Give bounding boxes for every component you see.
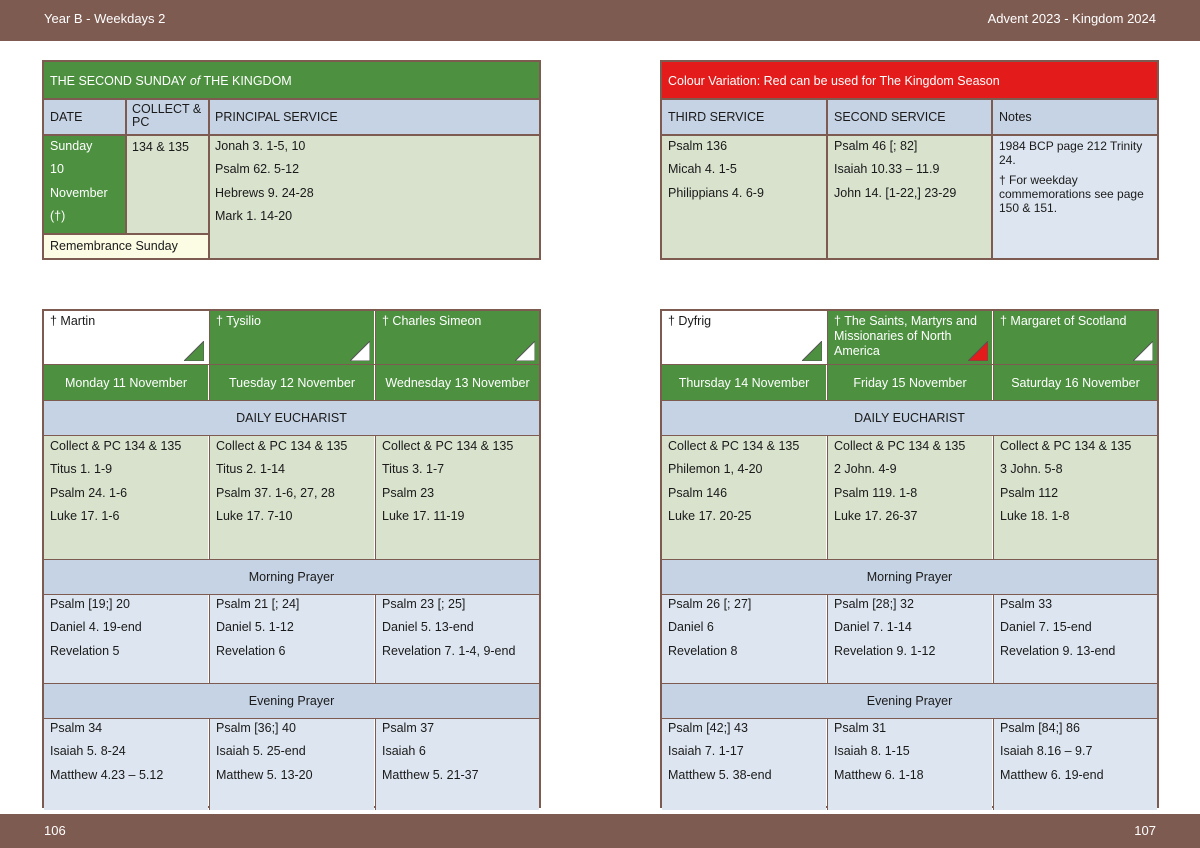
reading-line: Collect & PC 134 & 135 <box>834 439 966 453</box>
row-divider <box>44 683 539 684</box>
morning-prayer-readings <box>44 595 208 684</box>
footer-bar <box>0 814 1200 848</box>
col-second-header: SECOND SERVICE <box>828 100 991 134</box>
reading-line: Collect & PC 134 & 135 <box>1000 439 1132 453</box>
green-corner-triangle-icon <box>802 341 822 361</box>
commemoration: † Tysilio <box>210 311 374 365</box>
column-divider <box>827 719 828 810</box>
column-divider <box>993 595 994 684</box>
weekday-grid <box>42 309 541 808</box>
row-divider <box>662 559 1157 560</box>
header-right: Advent 2023 - Kingdom 2024 <box>987 11 1156 26</box>
red-corner-triangle-icon <box>968 341 988 361</box>
page-number-left: 106 <box>44 823 66 838</box>
white-corner-triangle-icon <box>515 341 535 361</box>
reading-line: Psalm 37 <box>382 721 435 735</box>
reading-line: Luke 17. 1-6 <box>50 509 120 524</box>
row-divider <box>662 364 1157 365</box>
day-heading: Monday 11 November <box>44 365 208 401</box>
commemoration: † The Saints, Martyrs and Missionaries of North America <box>828 311 992 365</box>
page-number-right: 107 <box>1134 823 1156 838</box>
reading-line: Collect & PC 134 & 135 <box>216 439 348 453</box>
day-heading: Saturday 16 November <box>994 365 1157 401</box>
column-divider <box>375 311 376 401</box>
row-divider <box>44 594 539 595</box>
reading-line: Revelation 9. 13-end <box>1000 643 1116 658</box>
reading-line: Matthew 5. 21-37 <box>382 767 479 782</box>
evening-prayer-readings <box>828 719 992 810</box>
reading-line: Revelation 8 <box>668 643 738 658</box>
morning-prayer-readings <box>828 595 992 684</box>
reading-line: Isaiah 6 <box>382 744 426 759</box>
column-divider <box>827 436 828 560</box>
reading-line: Psalm 119. 1-8 <box>834 485 918 500</box>
white-corner-triangle-icon <box>350 341 370 361</box>
sunday-title: THE SECOND SUNDAY of THE KINGDOM <box>44 62 539 98</box>
white-corner-triangle-icon <box>1133 341 1153 361</box>
reading-line: 3 John. 5-8 <box>1000 462 1063 477</box>
commemoration: † Charles Simeon <box>376 311 539 365</box>
reading-line: Psalm 31 <box>834 721 887 735</box>
reading-line: Revelation 9. 1-12 <box>834 643 936 658</box>
reading-line: Luke 17. 26-37 <box>834 509 918 524</box>
column-divider <box>209 595 210 684</box>
reading-line: Psalm 112 <box>1000 485 1059 500</box>
column-divider <box>827 311 828 401</box>
row-divider <box>662 400 1157 401</box>
col-notes-header: Notes <box>993 100 1157 134</box>
reading-line: Psalm 23 [; 25] <box>382 597 466 611</box>
column-divider <box>375 719 376 810</box>
weekday-table-left <box>42 309 541 808</box>
col-principal-header: PRINCIPAL SERVICE <box>209 100 539 134</box>
reading-line: Matthew 5. 13-20 <box>216 767 313 782</box>
reading-line: Matthew 5. 38-end <box>668 767 772 782</box>
column-divider <box>993 436 994 560</box>
row-divider <box>662 683 1157 684</box>
reading-line: Philemon 1, 4-20 <box>668 462 763 477</box>
reading-line: Daniel 6 <box>668 620 714 635</box>
reading-line: Collect & PC 134 & 135 <box>382 439 514 453</box>
reading-line: Isaiah 8. 1-15 <box>834 744 910 759</box>
column-divider <box>375 595 376 684</box>
day-heading: Friday 15 November <box>828 365 992 401</box>
reading-line: Titus 1. 1-9 <box>50 462 113 477</box>
column-divider <box>993 311 994 401</box>
reading-line: Daniel 7. 1-14 <box>834 620 912 635</box>
row-divider <box>44 718 539 719</box>
morning-prayer-readings <box>994 595 1157 684</box>
principal-readings: Jonah 3. 1-5, 10 Psalm 62. 5-12 Hebrews 9. 24-28 Mark 1. 14-20 <box>209 136 539 258</box>
reading-line: Psalm 33 <box>1000 597 1053 611</box>
reading-line: Luke 17. 20-25 <box>668 509 752 524</box>
reading-line: Isaiah 7. 1-17 <box>668 744 744 759</box>
remembrance-sunday: Remembrance Sunday <box>44 235 208 258</box>
sunday-table <box>42 60 541 260</box>
reading-line: Psalm 34 <box>50 721 103 735</box>
reading-line: Psalm [42;] 43 <box>668 721 748 735</box>
evening-prayer-readings <box>994 719 1157 810</box>
evening-prayer-label: Evening Prayer <box>44 684 539 719</box>
eucharist-readings <box>44 436 208 560</box>
reading-line: Luke 18. 1-8 <box>1000 509 1070 524</box>
morning-prayer-readings <box>376 595 539 684</box>
reading-line: 2 John. 4-9 <box>834 462 897 477</box>
reading-line: Psalm 146 <box>668 485 728 500</box>
reading-line: Revelation 5 <box>50 643 120 658</box>
reading-line: Psalm 24. 1-6 <box>50 485 128 500</box>
green-corner-triangle-icon <box>184 341 204 361</box>
third-service-readings: Psalm 136 Micah 4. 1-5 Philippians 4. 6-9 <box>662 136 826 258</box>
reading-line: Revelation 7. 1-4, 9-end <box>382 643 516 658</box>
sunday-collect: 134 & 135 <box>126 136 208 233</box>
day-heading: Wednesday 13 November <box>376 365 539 401</box>
reading-line: Isaiah 8.16 – 9.7 <box>1000 744 1093 759</box>
reading-line: Matthew 6. 19-end <box>1000 767 1104 782</box>
eucharist-readings <box>662 436 826 560</box>
reading-line: Psalm 37. 1-6, 27, 28 <box>216 485 335 500</box>
reading-line: Titus 3. 1-7 <box>382 462 445 477</box>
col-third-header: THIRD SERVICE <box>662 100 826 134</box>
sunday-date: Sunday 10 November (†) <box>44 136 125 233</box>
morning-prayer-label: Morning Prayer <box>44 560 539 595</box>
column-divider <box>993 719 994 810</box>
commemoration: † Martin <box>44 311 208 365</box>
eucharist-readings <box>210 436 374 560</box>
services-table <box>660 60 1159 260</box>
row-divider <box>44 364 539 365</box>
notes: 1984 BCP page 212 Trinity 24. † For weekday commemorations see page 150 & 151. <box>993 136 1157 258</box>
commemoration: † Margaret of Scotland <box>994 311 1157 365</box>
reading-line: Psalm [36;] 40 <box>216 721 296 735</box>
second-service-readings: Psalm 46 [; 82] Isaiah 10.33 – 11.9 John 14. [1-22,] 23-29 <box>828 136 991 258</box>
reading-line: Psalm 21 [; 24] <box>216 597 300 611</box>
reading-line: Luke 17. 11-19 <box>382 509 465 524</box>
colour-variation-banner: Colour Variation: Red can be used for The Kingdom Season <box>662 62 1157 98</box>
col-date-header: DATE <box>44 100 125 134</box>
reading-line: Psalm [28;] 32 <box>834 597 914 611</box>
weekday-table-right <box>660 309 1159 808</box>
morning-prayer-readings <box>662 595 826 684</box>
reading-line: Psalm [19;] 20 <box>50 597 130 611</box>
reading-line: Psalm 26 [; 27] <box>668 597 752 611</box>
col-collect-header: COLLECT & PC <box>126 100 208 134</box>
row-divider <box>44 559 539 560</box>
reading-line: Psalm [84;] 86 <box>1000 721 1080 735</box>
column-divider <box>209 719 210 810</box>
commemoration: † Dyfrig <box>662 311 826 365</box>
reading-line: Daniel 5. 1-12 <box>216 620 294 635</box>
reading-line: Luke 17. 7-10 <box>216 509 293 524</box>
evening-prayer-readings <box>376 719 539 810</box>
header-left: Year B - Weekdays 2 <box>44 11 166 26</box>
evening-prayer-label: Evening Prayer <box>662 684 1157 719</box>
morning-prayer-readings <box>210 595 374 684</box>
row-divider <box>44 400 539 401</box>
row-divider <box>44 435 539 436</box>
day-heading: Thursday 14 November <box>662 365 826 401</box>
reading-line: Collect & PC 134 & 135 <box>668 439 800 453</box>
reading-line: Matthew 6. 1-18 <box>834 767 924 782</box>
reading-line: Isaiah 5. 25-end <box>216 744 306 759</box>
column-divider <box>209 436 210 560</box>
reading-line: Daniel 4. 19-end <box>50 620 142 635</box>
row-divider <box>662 718 1157 719</box>
weekday-grid <box>660 309 1159 808</box>
reading-line: Titus 2. 1-14 <box>216 462 286 477</box>
reading-line: Collect & PC 134 & 135 <box>50 439 182 453</box>
morning-prayer-label: Morning Prayer <box>662 560 1157 595</box>
reading-line: Daniel 5. 13-end <box>382 620 474 635</box>
row-divider <box>662 594 1157 595</box>
daily-eucharist-label: DAILY EUCHARIST <box>44 401 539 436</box>
reading-line: Psalm 23 <box>382 485 435 500</box>
reading-line: Isaiah 5. 8-24 <box>50 744 126 759</box>
daily-eucharist-label: DAILY EUCHARIST <box>662 401 1157 436</box>
eucharist-readings <box>376 436 539 560</box>
eucharist-readings <box>828 436 992 560</box>
evening-prayer-readings <box>210 719 374 810</box>
header-bar <box>0 0 1200 41</box>
reading-line: Daniel 7. 15-end <box>1000 620 1092 635</box>
reading-line: Matthew 4.23 – 5.12 <box>50 767 164 782</box>
row-divider <box>662 435 1157 436</box>
evening-prayer-readings <box>662 719 826 810</box>
column-divider <box>827 595 828 684</box>
reading-line: Revelation 6 <box>216 643 286 658</box>
column-divider <box>375 436 376 560</box>
column-divider <box>209 311 210 401</box>
evening-prayer-readings <box>44 719 208 810</box>
eucharist-readings <box>994 436 1157 560</box>
day-heading: Tuesday 12 November <box>210 365 374 401</box>
